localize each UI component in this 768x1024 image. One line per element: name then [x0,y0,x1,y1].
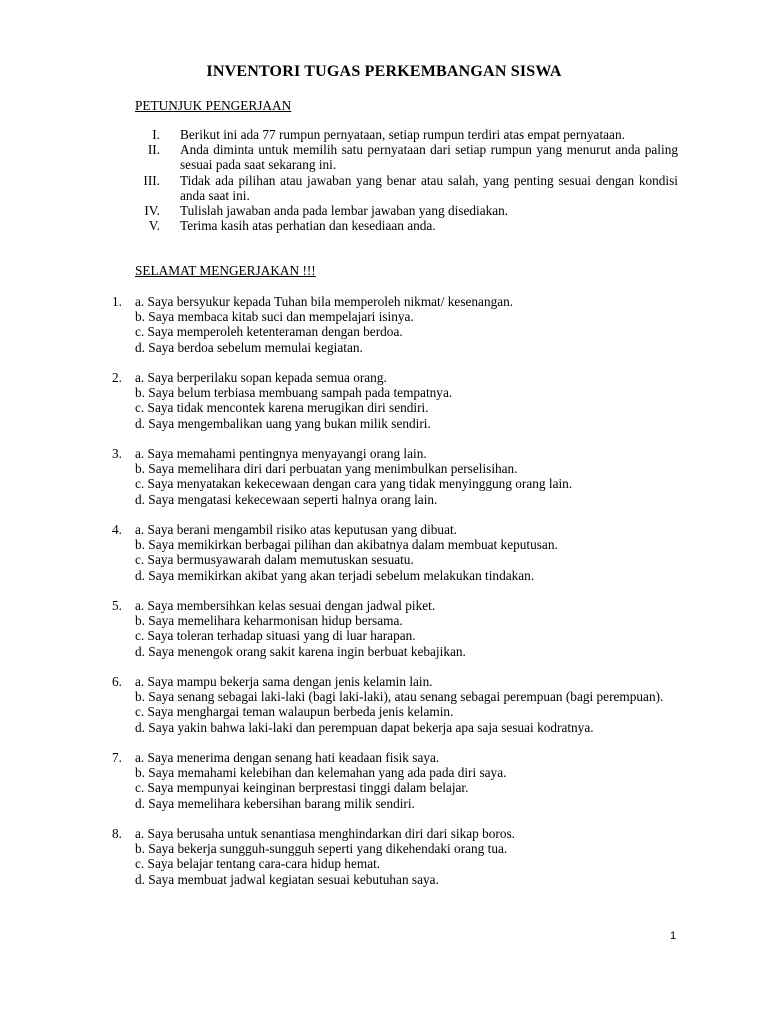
option-c: c. Saya menghargai teman walaupun berbeda jenis kelamin. [135,704,454,720]
option-c: c. Saya toleran terhadap situasi yang di luar harapan. [135,628,416,644]
option-c: c. Saya mempunyai keinginan berprestasi tinggi dalam belajar. [135,780,469,796]
option-a: a. Saya bersyukur kepada Tuhan bila memperoleh nikmat/ kesenangan. [135,294,514,309]
option-b: b. Saya membaca kitab suci dan mempelajari isinya. [135,309,414,325]
instruction-number: I. [152,127,160,142]
question-item [112,522,678,583]
question-number: 2. [112,370,122,385]
option-d: d. Saya mengembalikan uang yang bukan milik sendiri. [135,415,431,431]
option-list [135,674,678,735]
option-b: b. Saya memikirkan berbagai pilihan dan akibatnya dalam membuat keputusan. [135,537,558,553]
option-list [135,826,678,887]
instruction-item [130,203,678,218]
question-number: 5. [112,598,122,613]
option-d: d. Saya mengatasi kekecewaan seperti halnya orang lain. [135,491,438,507]
option-d: d. Saya memikirkan akibat yang akan terjadi sebelum melakukan tindakan. [135,567,535,583]
question-number: 4. [112,522,122,537]
option-list [135,446,678,507]
question-item [112,826,678,887]
option-d: d. Saya yakin bahwa laki-laki dan perempuan dapat bekerja apa saja sesuai kodratnya. [135,719,594,735]
option-b: b. Saya memelihara diri dari perbuatan yang menimbulkan perselisihan. [135,461,518,477]
option-d: d. Saya berdoa sebelum memulai kegiatan. [135,339,363,355]
option-a: a. Saya membersihkan kelas sesuai dengan jadwal piket. [135,598,436,613]
option-b: b. Saya senang sebagai laki-laki (bagi laki-laki), atau senang sebagai perempuan (bagi perempuan). [135,689,664,705]
question-item [112,370,678,431]
option-d: d. Saya membuat jadwal kegiatan sesuai kebutuhan saya. [135,871,439,887]
instruction-item [130,127,678,142]
question-number: 3. [112,446,122,461]
option-a: a. Saya berusaha untuk senantiasa menghindarkan diri dari sikap boros. [135,826,515,841]
document-title: INVENTORI TUGAS PERKEMBANGAN SISWA [206,63,562,80]
instruction-text: Anda diminta untuk memilih satu pernyataan dari setiap rumpun yang menurut anda paling sesuai pada saat sekarang ini. [180,142,678,173]
instruction-text: Terima kasih atas perhatian dan kesediaan anda. [180,218,436,234]
option-d: d. Saya menengok orang sakit karena ingin berbuat kebajikan. [135,643,466,659]
option-list [135,750,678,811]
option-list [135,294,678,355]
instruction-number: III. [143,172,160,188]
option-b: b. Saya memahami kelebihan dan kelemahan yang ada pada diri saya. [135,765,507,781]
instruction-number: II. [147,142,160,158]
option-a: a. Saya berani mengambil risiko atas keputusan yang dibuat. [135,522,457,537]
option-a: a. Saya mampu bekerja sama dengan jenis kelamin lain. [135,674,433,689]
option-a: a. Saya berperilaku sopan kepada semua orang. [135,370,387,385]
instruction-number: V. [148,218,160,234]
instruction-item [130,142,678,172]
instruction-text: Berikut ini ada 77 rumpun pernyataan, setiap rumpun terdiri atas empat pernyataan. [180,127,625,142]
question-list [112,294,678,902]
option-c: c. Saya tidak mencontek karena merugikan diri sendiri. [135,400,429,416]
instruction-text: Tulislah jawaban anda pada lembar jawaban yang disediakan. [180,203,509,219]
option-c: c. Saya bermusyawarah dalam memutuskan sesuatu. [135,552,414,568]
option-b: b. Saya memelihara keharmonisan hidup bersama. [135,613,403,629]
question-number: 7. [112,750,122,765]
question-number: 8. [112,826,122,841]
option-b: b. Saya bekerja sungguh-sungguh seperti yang dikehendaki orang tua. [135,841,508,857]
question-item [112,674,678,735]
instructions-list [130,127,678,233]
option-c: c. Saya menyatakan kekecewaan dengan cara yang tidak menyinggung orang lain. [135,476,573,492]
question-item [112,294,678,355]
instruction-item [130,218,678,233]
instruction-text: Tidak ada pilihan atau jawaban yang benar atau salah, yang penting sesuai dengan kondisi anda saat ini. [180,172,678,203]
question-item [112,598,678,659]
option-a: a. Saya menerima dengan senang hati keadaan fisik saya. [135,750,440,765]
question-number: 6. [112,674,122,689]
instructions-heading: PETUNJUK PENGERJAAN [135,98,292,113]
option-a: a. Saya memahami pentingnya menyayangi orang lain. [135,446,427,461]
option-b: b. Saya belum terbiasa membuang sampah pada tempatnya. [135,385,453,401]
closing-heading: SELAMAT MENGERJAKAN !!! [135,263,316,278]
instruction-number: IV. [144,203,160,219]
instruction-item [130,173,678,203]
option-c: c. Saya memperoleh ketenteraman dengan berdoa. [135,324,403,340]
option-list [135,370,678,431]
option-list [135,598,678,659]
option-d: d. Saya memelihara kebersihan barang milik sendiri. [135,795,415,811]
question-item [112,446,678,507]
option-list [135,522,678,583]
page-number: 1 [670,930,677,942]
question-number: 1. [112,294,122,309]
question-item [112,750,678,811]
option-c: c. Saya belajar tentang cara-cara hidup hemat. [135,856,381,872]
